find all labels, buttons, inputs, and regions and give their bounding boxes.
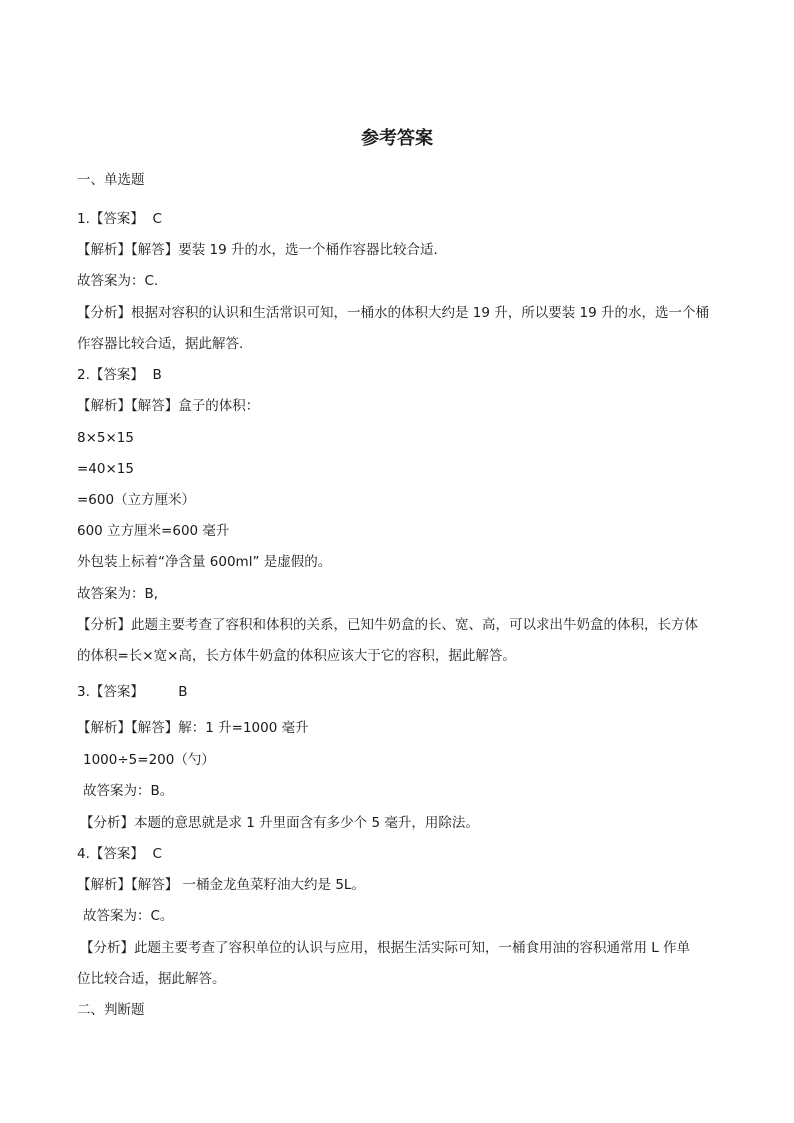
q1-analysis-line2: 作容器比较合适，据此解答. [77,336,244,352]
section-heading-true-false: 二、判断题 [77,1002,145,1018]
q3-analysis: 【分析】本题的意思就是求 1 升里面含有多少个 5 毫升，用除法。 [80,815,479,831]
q1-answer: 1.【答案】 C [77,211,162,227]
q4-answer: 4.【答案】 C [77,846,162,862]
q4-analysis-line1: 【分析】此题主要考查了容积单位的认识与应用，根据生活实际可知，一桶食用油的容积通常用 L 作单 [80,940,691,956]
q1-conclusion: 故答案为：C. [77,273,159,289]
q2-solution: 【解析】【解答】盒子的体积： [77,398,260,414]
q4-solution: 【解析】【解答】 一桶金龙鱼菜籽油大约是 5L。 [77,877,365,893]
q1-analysis-line1: 【分析】根据对容积的认识和生活常识可知，一桶水的体积大约是 19 升，所以要装 19 升的水，选一个桶 [77,305,710,321]
q2-analysis-line1: 【分析】此题主要考查了容积和体积的关系，已知牛奶盒的长、宽、高，可以求出牛奶盒的体积，长方体 [77,617,698,633]
q2-statement: 外包装上标着“净含量 600ml” 是虚假的。 [77,554,332,570]
q4-conclusion: 故答案为：C。 [83,908,174,924]
q3-calc: 1000÷5=200（勺） [83,752,215,768]
section-heading-single-choice: 一、单选题 [77,172,145,188]
q2-calc-step3: =600（立方厘米） [77,492,196,508]
q2-calc-step1: 8×5×15 [77,430,134,446]
q2-analysis-line2: 的体积=长×宽×高，长方体牛奶盒的体积应该大于它的容积，据此解答。 [77,648,516,664]
q3-solution: 【解析】【解答】解：1 升=1000 毫升 [77,720,309,736]
q4-analysis-line2: 位比较合适，据此解答。 [77,971,226,987]
q2-unit-conversion: 600 立方厘米=600 毫升 [77,523,230,539]
page-title: 参考答案 [361,128,433,149]
q3-answer: 3.【答案】 B [77,684,188,700]
q2-answer: 2.【答案】 B [77,367,162,383]
q2-calc-step2: =40×15 [77,461,134,477]
q1-solution: 【解析】【解答】要装 19 升的水，选一个桶作容器比较合适. [77,242,438,258]
q2-conclusion: 故答案为：B, [77,586,159,602]
q3-conclusion: 故答案为：B。 [83,783,174,799]
